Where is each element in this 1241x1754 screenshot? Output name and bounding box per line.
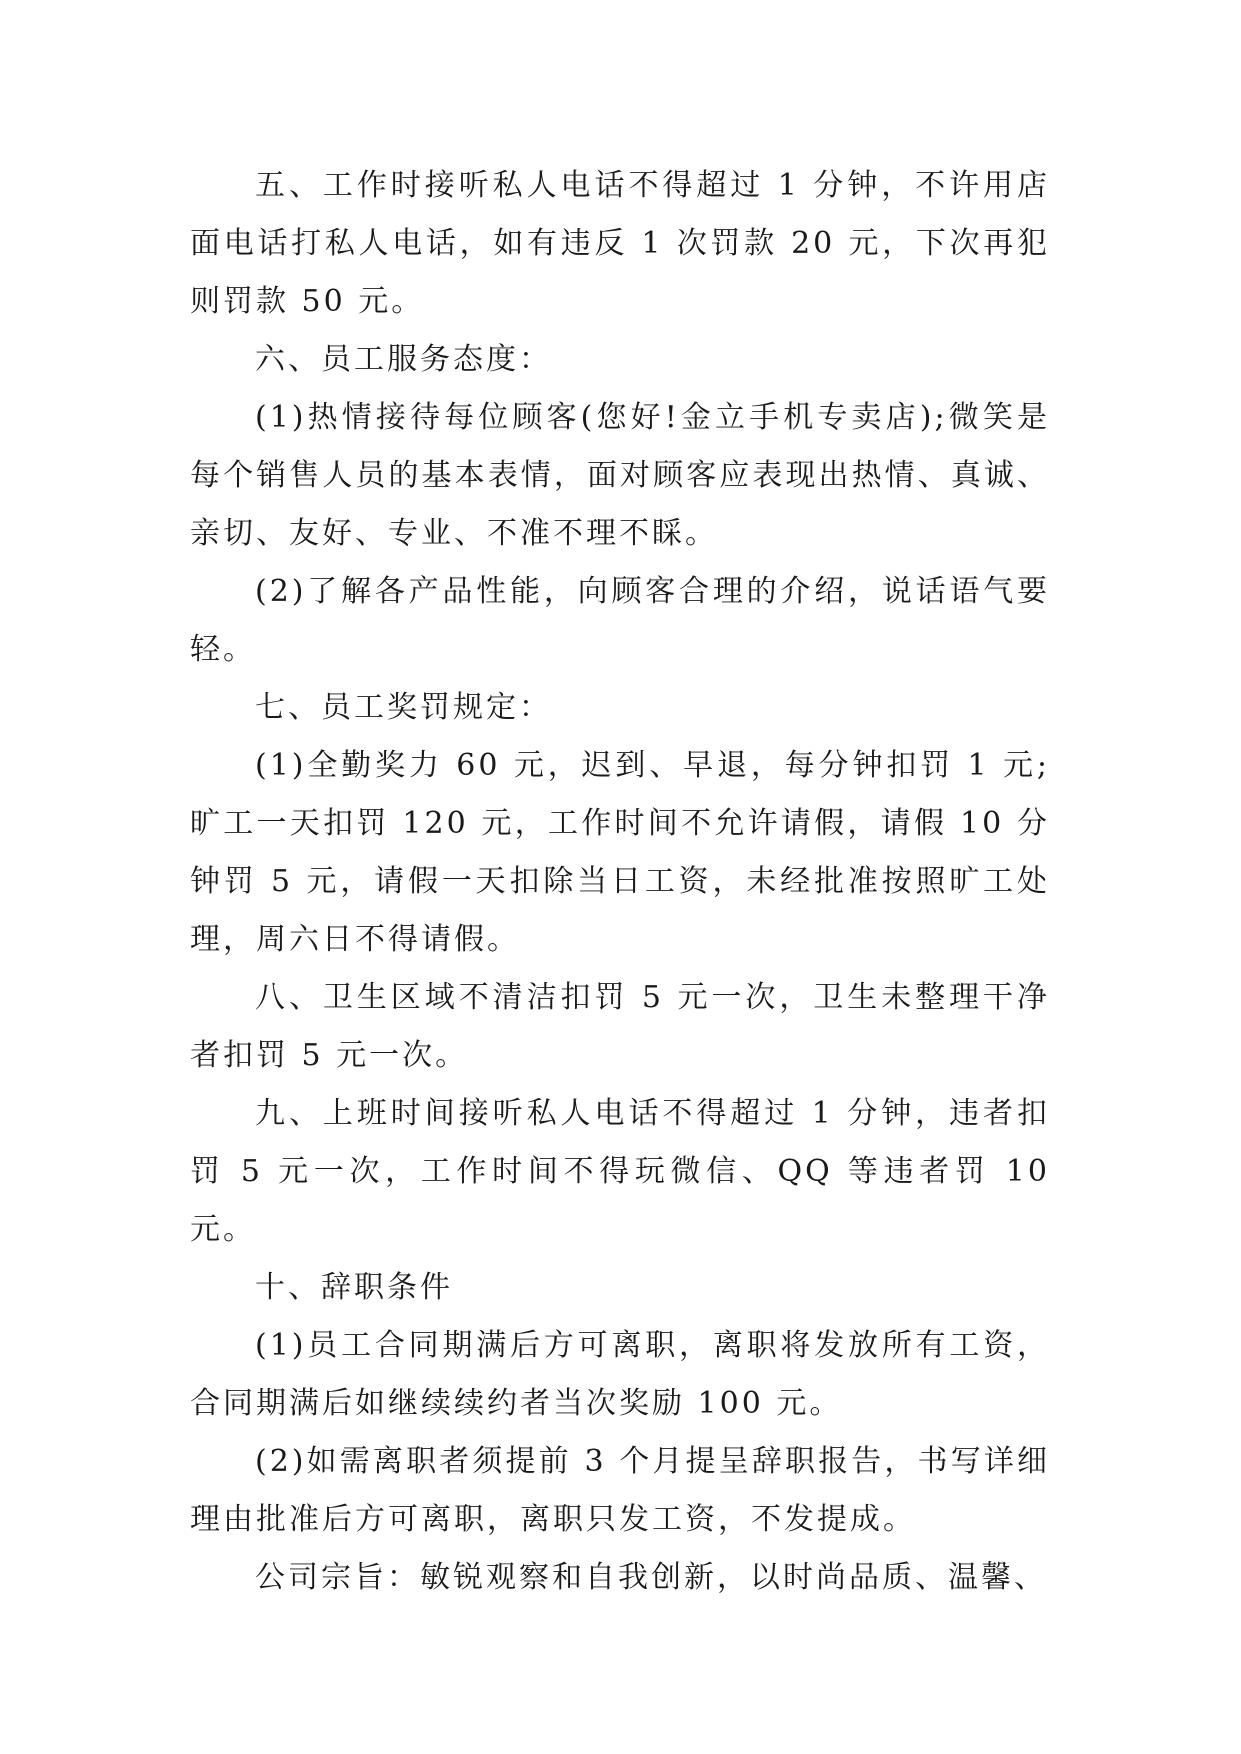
paragraph-hygiene-rule: 八、卫生区域不清洁扣罚 5 元一次，卫生未整理干净者扣罚 5 元一次。 xyxy=(190,980,1050,1073)
paragraph-work-phone-rule: 九、上班时间接听私人电话不得超过 1 分钟，违者扣罚 5 元一次，工作时间不得玩微信、QQ 等违者罚 10 元。 xyxy=(190,1096,1050,1247)
paragraph-resignation-1: (1)员工合同期满后方可离职，离职将发放所有工资，合同期满后如继续续约者当次奖励 100 元。 xyxy=(190,1328,1050,1421)
paragraph-resignation-2: (2)如需离职者须提前 3 个月提呈辞职报告，书写详细理由批准后方可离职，离职只发工资，不发提成。 xyxy=(190,1444,1050,1537)
paragraph-service-1: (1)热情接待每位顾客(您好!金立手机专卖店);微笑是每个销售人员的基本表情，面对顾客应表现出热情、真诚、亲切、友好、专业、不准不理不睬。 xyxy=(190,400,1050,551)
heading-rewards-penalties: 七、员工奖罚规定： xyxy=(255,690,552,725)
paragraph-phone-rule: 五、工作时接听私人电话不得超过 1 分钟，不许用店面电话打私人电话，如有违反 1 次罚款 20 元，下次再犯则罚款 50 元。 xyxy=(190,168,1050,319)
paragraph-rewards-1: (1)全勤奖力 60 元，迟到、早退，每分钟扣罚 1 元;旷工一天扣罚 120 元，工作时间不允许请假，请假 10 分钟罚 5 元，请假一天扣除当日工资，未经批准按照旷工处理，周六日不得请假。 xyxy=(190,748,1050,957)
paragraph-service-2: (2)了解各产品性能，向顾客合理的介绍，说话语气要轻。 xyxy=(190,574,1050,667)
heading-resignation: 十、辞职条件 xyxy=(255,1270,453,1305)
document-body xyxy=(190,157,1050,1607)
paragraph-company-purpose: 公司宗旨：敏锐观察和自我创新，以时尚品质、温馨、 xyxy=(255,1560,1047,1595)
heading-service-attitude: 六、员工服务态度： xyxy=(255,342,552,377)
